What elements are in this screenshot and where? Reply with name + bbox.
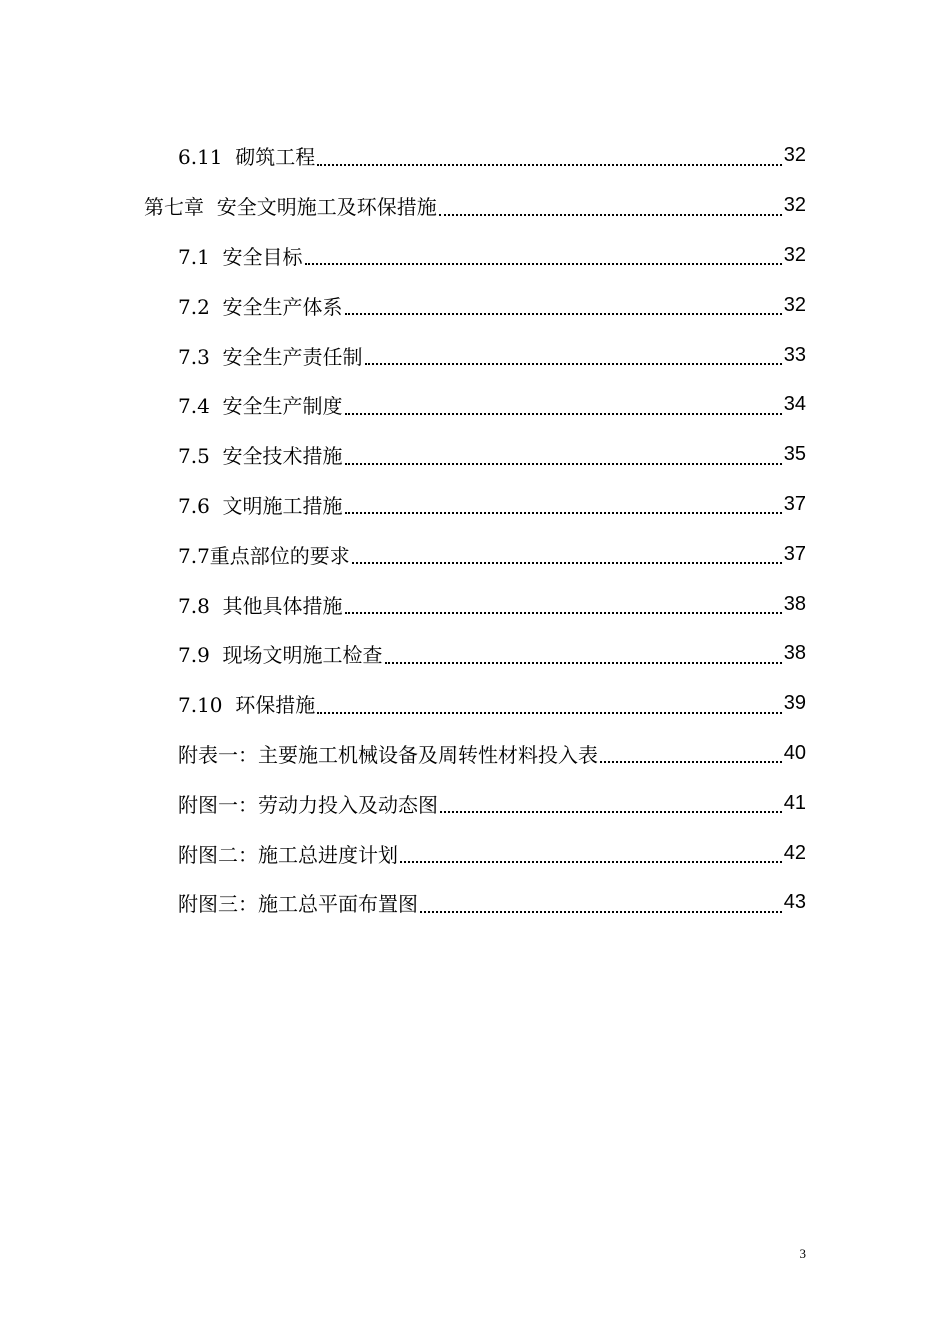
toc-entry-page: 43 bbox=[783, 891, 806, 914]
toc-dot-leader bbox=[385, 661, 782, 664]
toc-entry-page: 41 bbox=[783, 791, 806, 814]
toc-dot-leader bbox=[345, 412, 782, 415]
toc-entry[interactable] bbox=[0, 529, 950, 579]
toc-dot-leader bbox=[365, 362, 782, 365]
toc-entry[interactable] bbox=[0, 729, 950, 779]
toc-entry-title: 7.7重点部位的要求 bbox=[178, 543, 350, 568]
toc-entry-page: 37 bbox=[783, 542, 806, 565]
toc-entry-title: 7.9 现场文明施工检查 bbox=[178, 643, 383, 668]
toc-entry-page: 38 bbox=[783, 642, 806, 665]
toc-entry-title: 7.4 安全生产制度 bbox=[178, 394, 343, 419]
toc-dot-leader bbox=[439, 213, 782, 216]
toc-dot-leader bbox=[317, 711, 782, 714]
toc-entry-title: 附表一：主要施工机械设备及周转性材料投入表 bbox=[178, 742, 598, 767]
toc-entry-page: 40 bbox=[783, 741, 806, 764]
toc-entry[interactable] bbox=[0, 380, 950, 430]
toc-entry-title: 7.1 安全目标 bbox=[178, 244, 303, 269]
toc-entry[interactable] bbox=[0, 231, 950, 281]
toc-entry-title: 7.8 其他具体措施 bbox=[178, 593, 343, 618]
toc-entry-title: 7.10 环保措施 bbox=[178, 693, 316, 718]
toc-dot-leader bbox=[345, 511, 782, 514]
toc-entry-page: 35 bbox=[783, 443, 806, 466]
toc-entry-page: 32 bbox=[783, 144, 806, 167]
toc-entry-page: 38 bbox=[783, 592, 806, 615]
toc-entry[interactable] bbox=[0, 828, 950, 878]
toc-dot-leader bbox=[400, 860, 782, 863]
toc-entry[interactable] bbox=[0, 131, 950, 181]
toc-dot-leader bbox=[600, 760, 782, 763]
toc-dot-leader bbox=[345, 312, 782, 315]
toc-entry[interactable] bbox=[0, 878, 950, 928]
toc-entry[interactable] bbox=[0, 778, 950, 828]
toc-entry-title: 附图二：施工总进度计划 bbox=[178, 842, 398, 867]
toc-entry-title: 附图三：施工总平面布置图 bbox=[178, 892, 418, 917]
page-number: 3 bbox=[799, 1246, 806, 1261]
toc-dot-leader bbox=[352, 561, 782, 564]
toc-entry-page: 42 bbox=[783, 841, 806, 864]
toc-dot-leader bbox=[420, 910, 782, 913]
toc-dot-leader bbox=[345, 462, 782, 465]
toc-entry-title: 7.6 文明施工措施 bbox=[178, 493, 343, 518]
toc-entry[interactable] bbox=[0, 330, 950, 380]
toc-entry[interactable] bbox=[0, 430, 950, 480]
toc-entry-title: 第七章 安全文明施工及环保措施 bbox=[144, 195, 437, 220]
toc-dot-leader bbox=[440, 810, 782, 813]
toc-entry-page: 33 bbox=[783, 343, 806, 366]
toc-entry-title: 7.2 安全生产体系 bbox=[178, 294, 343, 319]
toc-entry-page: 39 bbox=[783, 692, 806, 715]
toc-entry-page: 37 bbox=[783, 492, 806, 515]
toc-entry-page: 32 bbox=[783, 243, 806, 266]
toc-entry-page: 34 bbox=[783, 393, 806, 416]
toc-entry-title: 附图一：劳动力投入及动态图 bbox=[178, 792, 438, 817]
toc-entry-title: 7.5 安全技术措施 bbox=[178, 444, 343, 469]
toc-entry[interactable] bbox=[0, 629, 950, 679]
toc-entry-title: 6.11 砌筑工程 bbox=[178, 145, 316, 170]
table-of-contents bbox=[0, 131, 950, 928]
toc-dot-leader bbox=[317, 163, 782, 166]
toc-entry[interactable] bbox=[0, 579, 950, 629]
toc-entry-page: 32 bbox=[783, 194, 806, 217]
toc-entry[interactable] bbox=[0, 679, 950, 729]
toc-entry-chapter[interactable] bbox=[0, 181, 950, 231]
toc-entry-title: 7.3 安全生产责任制 bbox=[178, 344, 363, 369]
toc-entry-page: 32 bbox=[783, 293, 806, 316]
toc-entry[interactable] bbox=[0, 280, 950, 330]
toc-dot-leader bbox=[305, 262, 782, 265]
toc-dot-leader bbox=[345, 611, 782, 614]
toc-entry[interactable] bbox=[0, 480, 950, 530]
